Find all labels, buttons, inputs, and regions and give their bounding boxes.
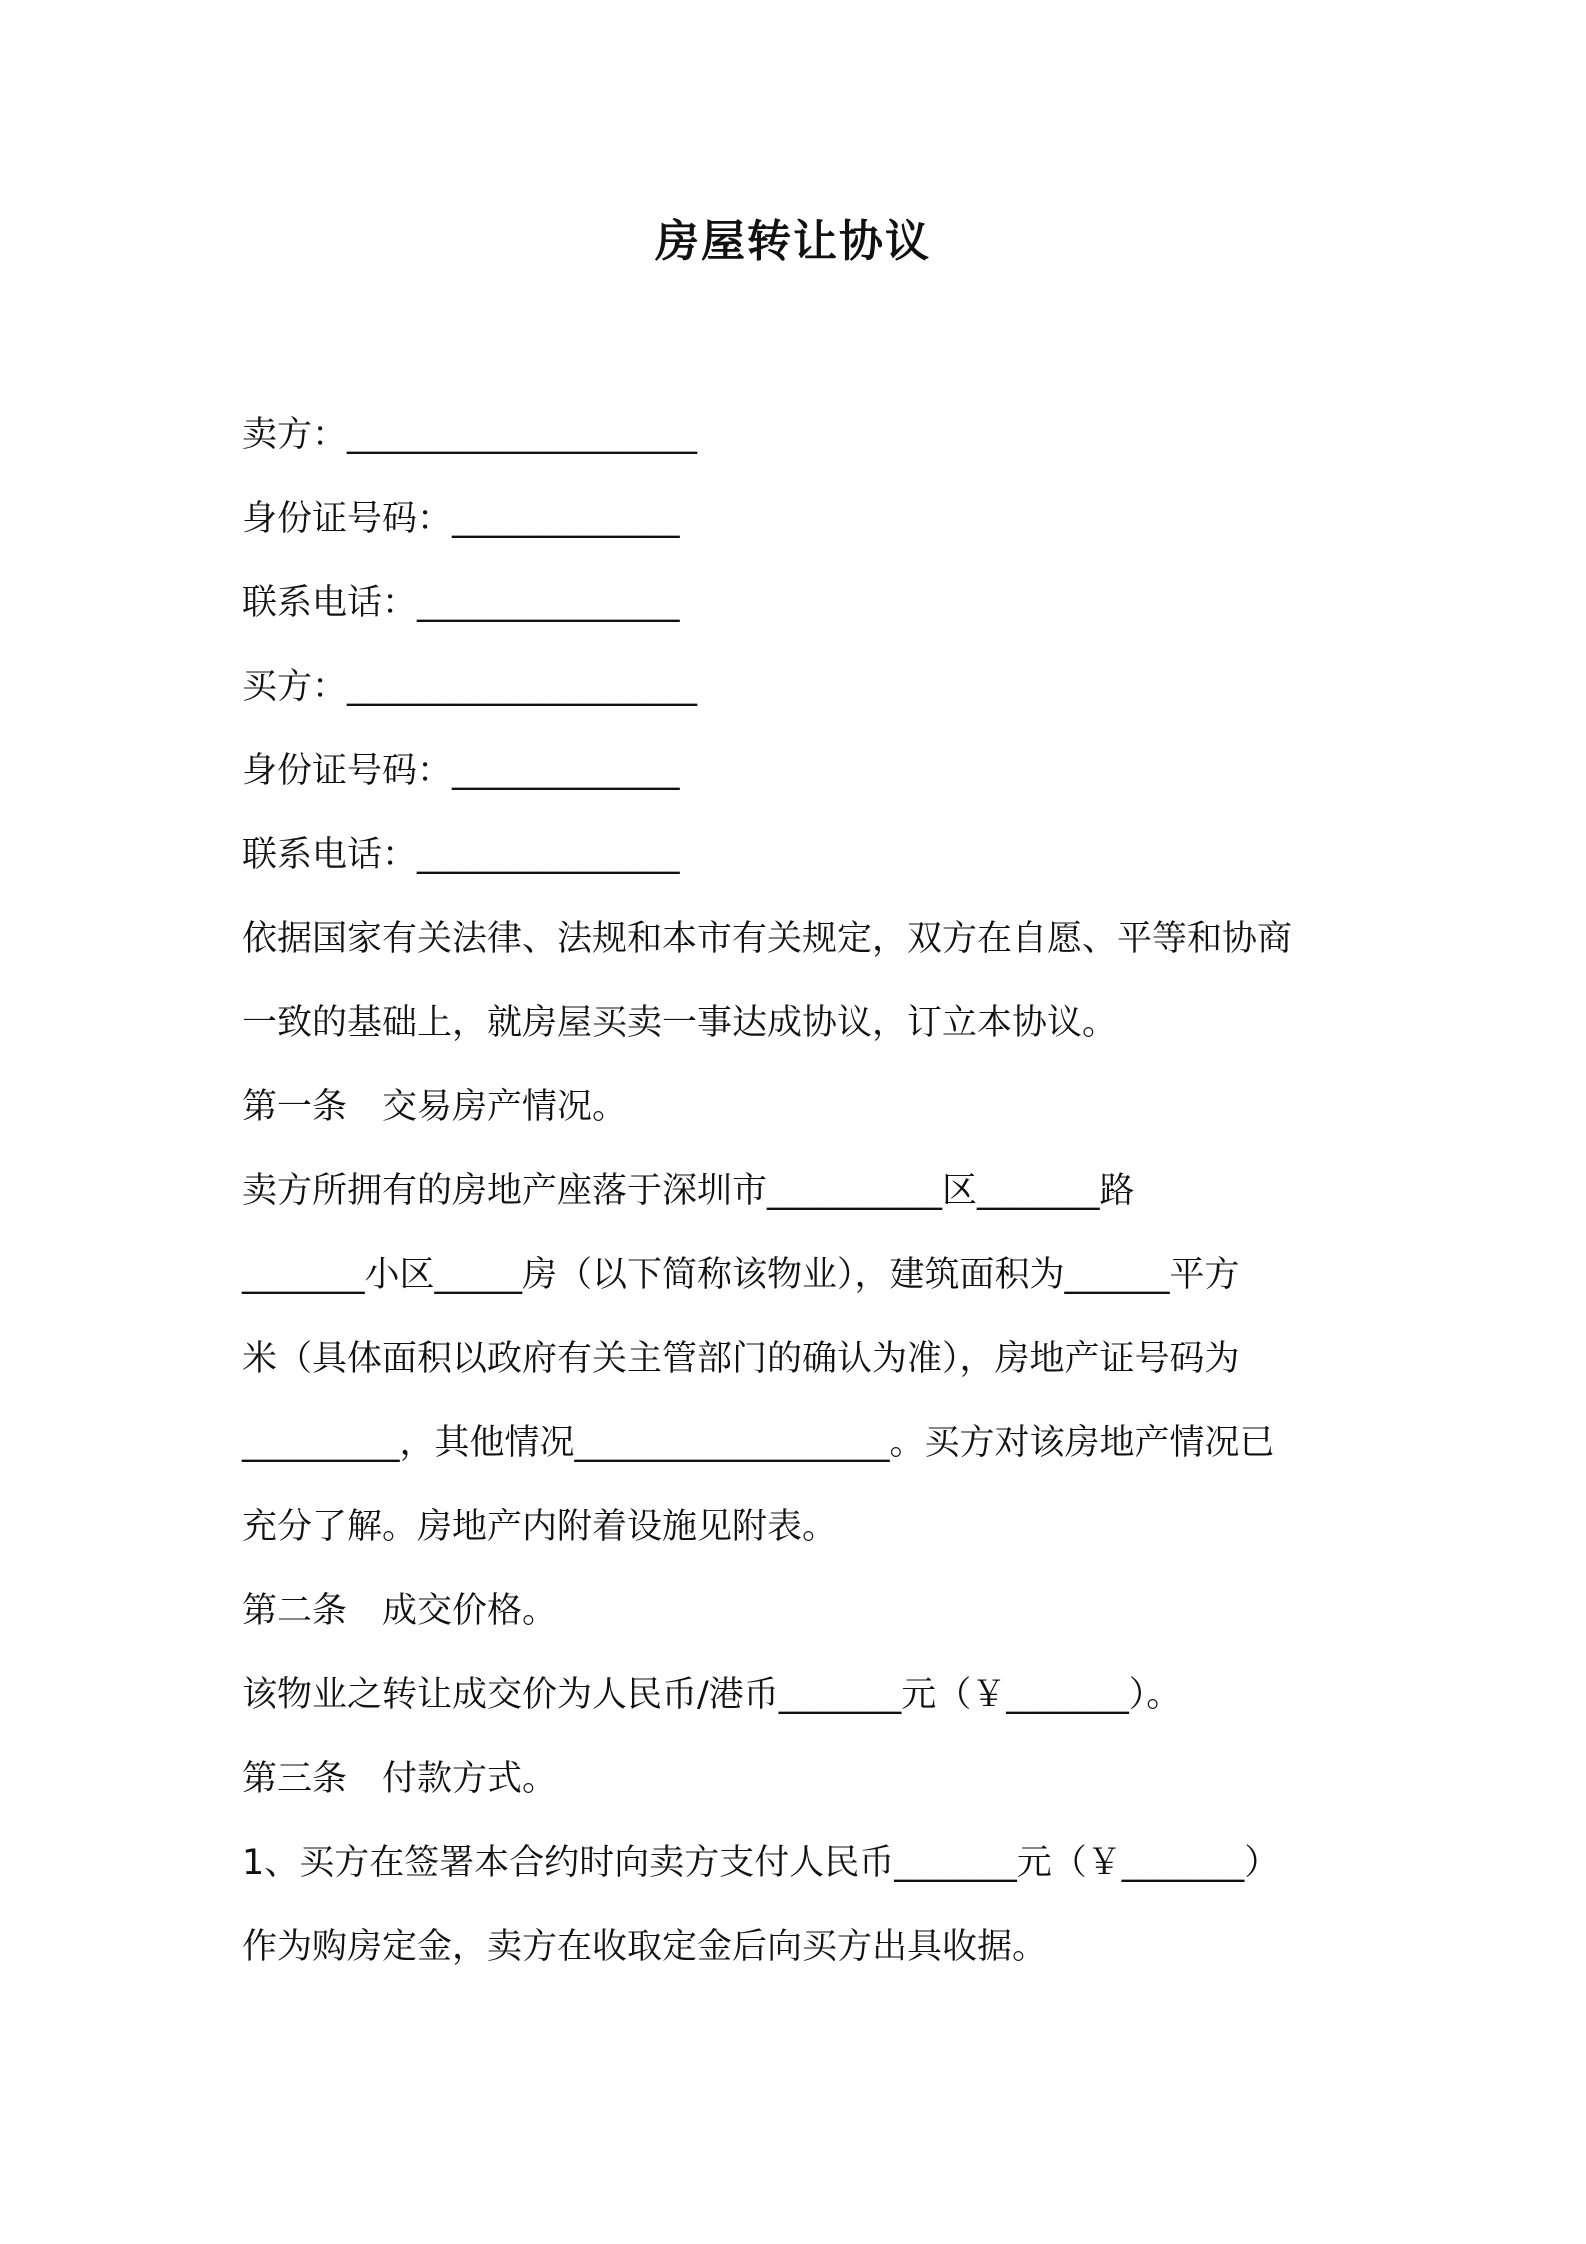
buyer-name-line: 买方：____________________ [242, 667, 698, 707]
buyer-id-line: 身份证号码：_____________ [242, 751, 680, 791]
seller-name-line: 卖方：____________________ [242, 415, 698, 455]
article-1-text-line: _________，其他情况__________________。买方对该房地产情况已 [242, 1423, 1275, 1463]
article-1-heading: 第一条 交易房产情况。 [242, 1087, 628, 1127]
article-2-heading: 第二条 成交价格。 [242, 1591, 558, 1631]
buyer-phone-line: 联系电话：_______________ [242, 835, 680, 875]
document-title: 房屋转让协议 [655, 216, 931, 267]
seller-id-line: 身份证号码：_____________ [242, 499, 680, 539]
preamble-line: 一致的基础上，就房屋买卖一事达成协议，订立本协议。 [242, 1003, 1118, 1043]
seller-phone-line: 联系电话：_______________ [242, 583, 680, 623]
article-3-text-line: 1、买方在签署本合约时向卖方支付人民币_______元（￥_______） [242, 1843, 1280, 1883]
article-3-text-line: 作为购房定金，卖方在收取定金后向买方出具收据。 [242, 1927, 1048, 1967]
article-3-heading: 第三条 付款方式。 [242, 1759, 558, 1799]
article-1-text-line: _______小区_____房（以下简称该物业），建筑面积为______平方 [242, 1255, 1240, 1295]
preamble-line: 依据国家有关法律、法规和本市有关规定，双方在自愿、平等和协商 [242, 919, 1293, 959]
article-2-text-line: 该物业之转让成交价为人民币/港币_______元（￥_______）。 [242, 1675, 1182, 1715]
article-1-text-line: 卖方所拥有的房地产座落于深圳市__________区_______路 [242, 1171, 1135, 1211]
article-1-text-line: 充分了解。房地产内附着设施见附表。 [242, 1507, 838, 1547]
article-1-text-line: 米（具体面积以政府有关主管部门的确认为准），房地产证号码为 [242, 1339, 1240, 1379]
